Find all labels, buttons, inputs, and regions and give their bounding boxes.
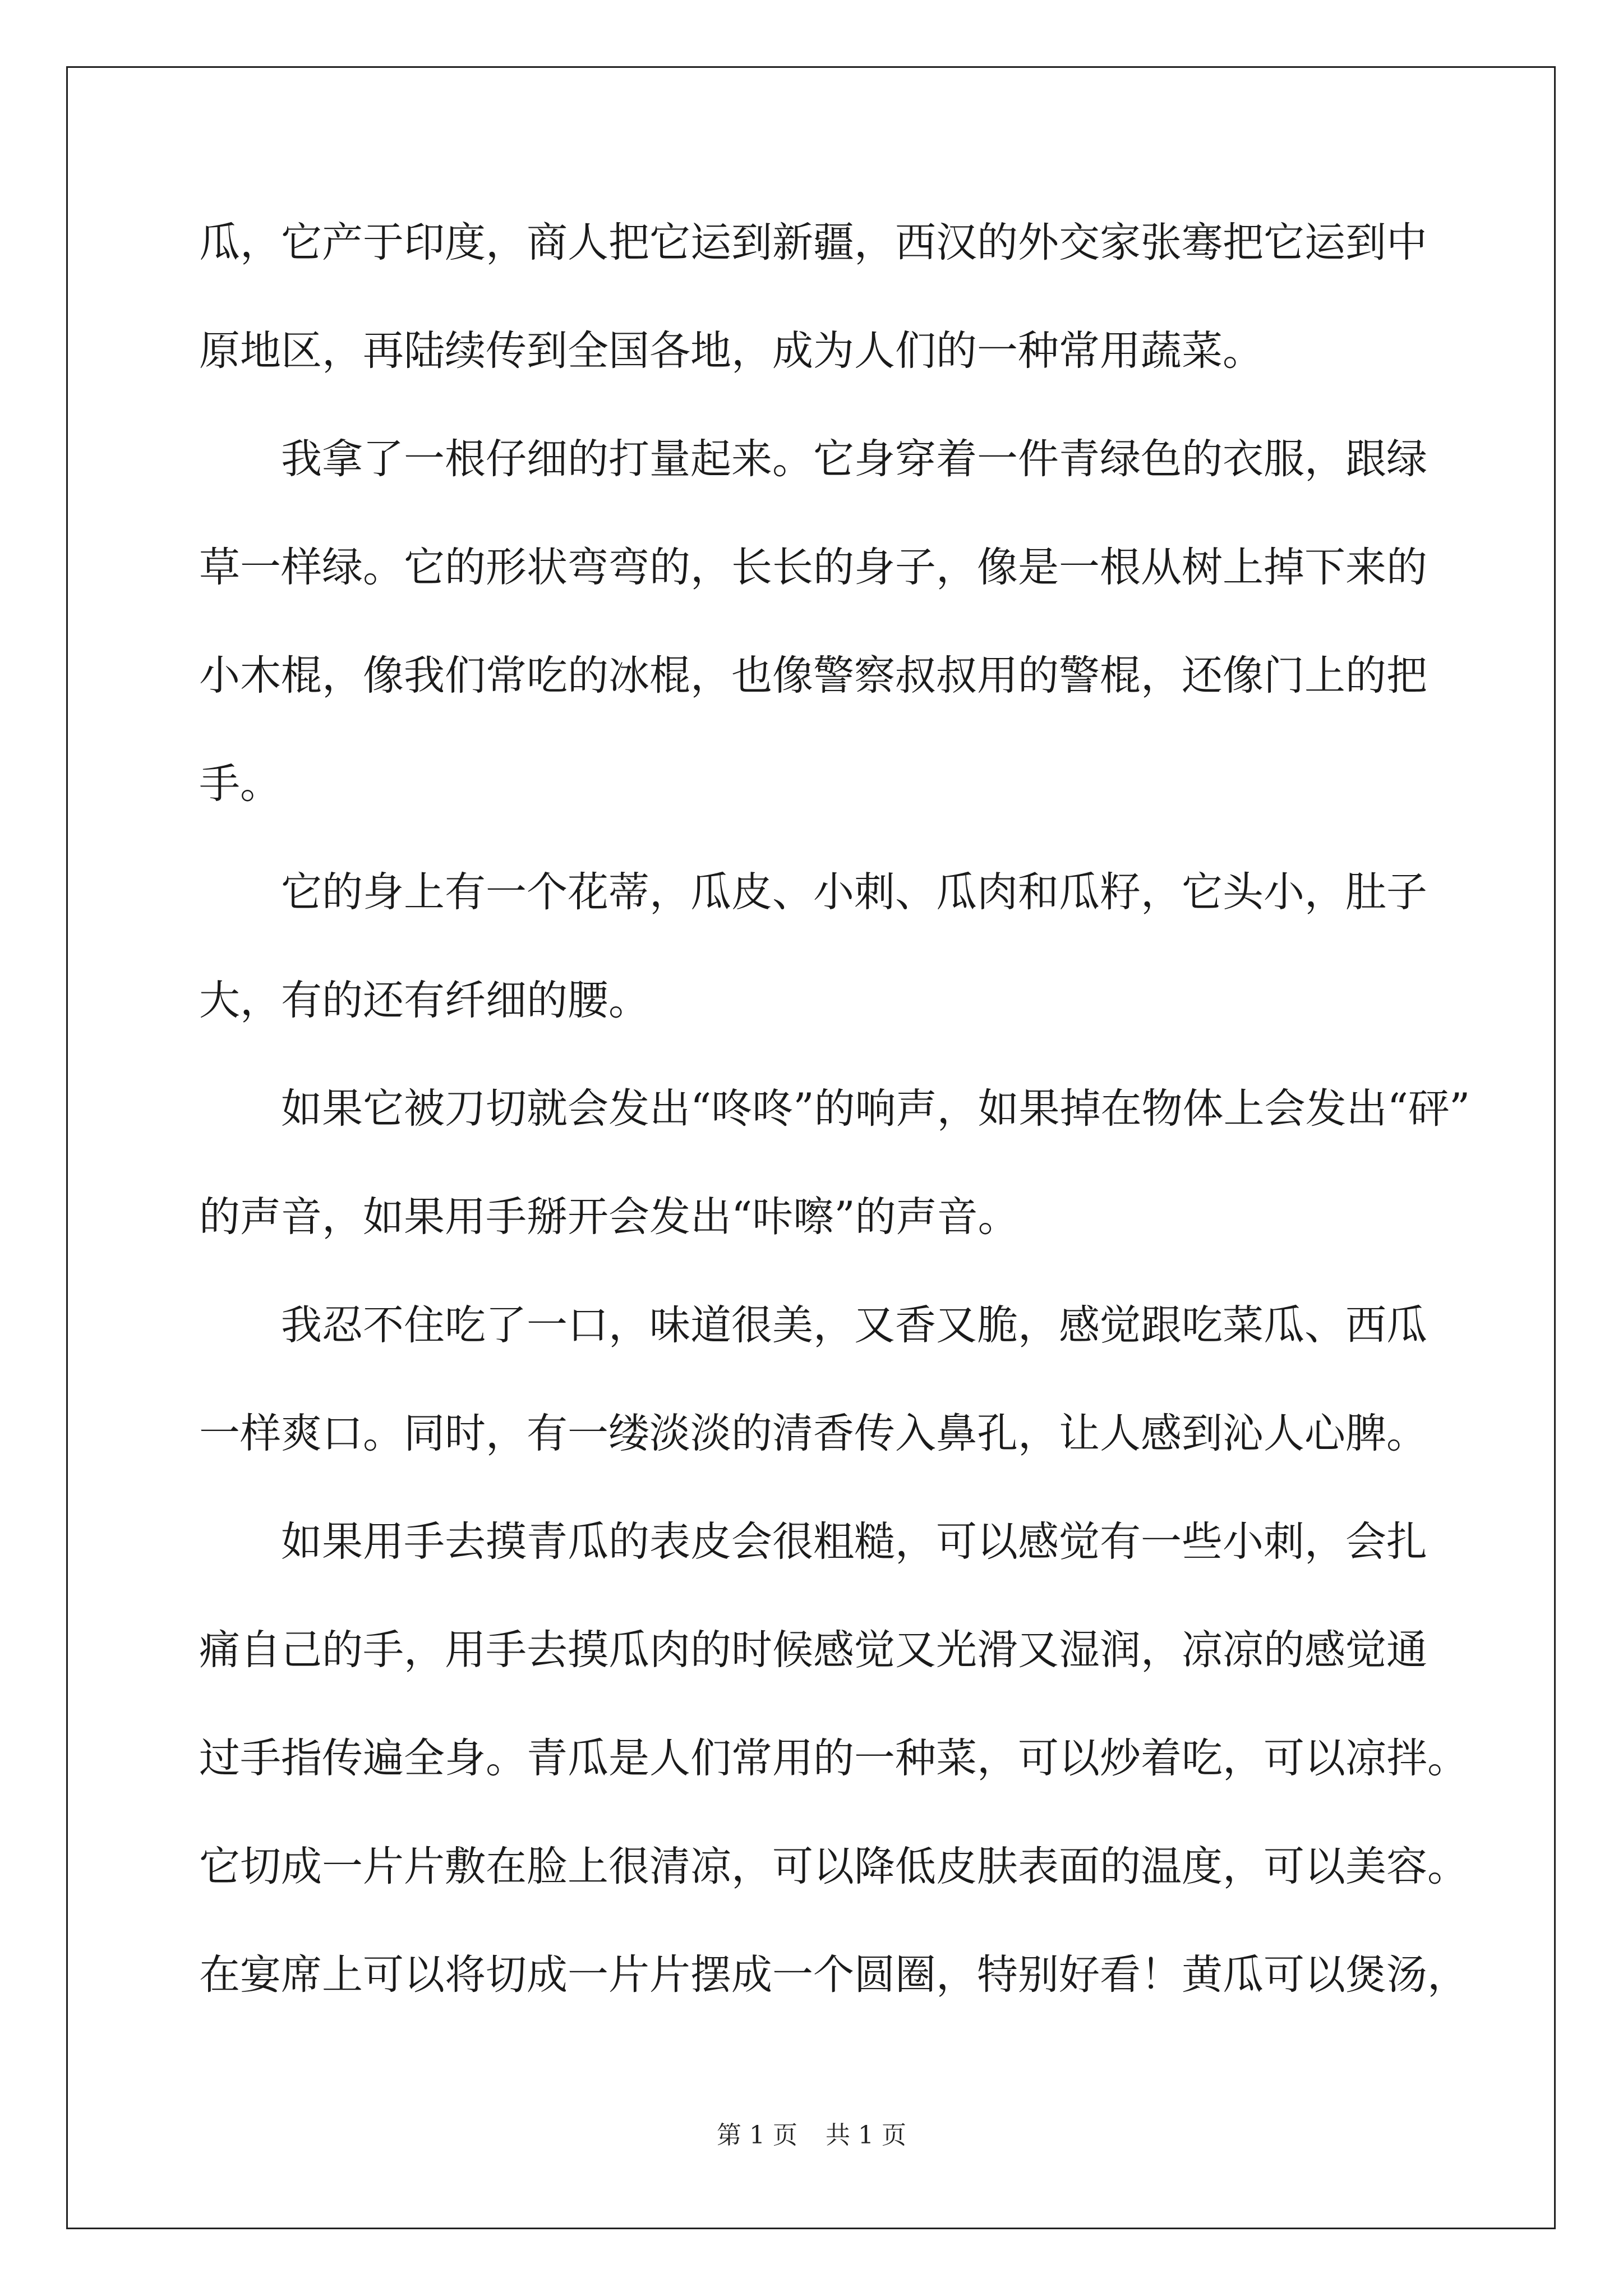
text-line: 过手指传遍全身。青瓜是人们常用的一种菜，可以炒着吃，可以凉拌。 <box>199 1734 1468 1782</box>
text-line: 如果用手去摸青瓜的表皮会很粗糙，可以感觉有一些小刺，会扎 <box>199 1518 1427 1566</box>
text-line: 在宴席上可以将切成一片片摆成一个圆圈，特别好看！黄瓜可以煲汤， <box>199 1951 1468 1999</box>
text-line: 草一样绿。它的形状弯弯的，长长的身子，像是一根从树上掉下来的 <box>199 544 1427 591</box>
text-line: 它的身上有一个花蒂，瓜皮、小刺、瓜肉和瓜籽，它头小，肚子 <box>199 868 1427 916</box>
document-body <box>199 215 1470 2055</box>
page-total: 共 1 页 <box>826 2121 906 2150</box>
text-line: 我忍不住吃了一口，味道很美，又香又脆，感觉跟吃菜瓜、西瓜 <box>199 1301 1427 1349</box>
text-line: 原地区，再陆续传到全国各地，成为人们的一种常用蔬菜。 <box>199 327 1264 375</box>
text-line: 瓜，它产于印度，商人把它运到新疆，西汉的外交家张骞把它运到中 <box>199 219 1427 266</box>
text-line: 痛自己的手，用手去摸瓜肉的时候感觉又光滑又湿润，凉凉的感觉通 <box>199 1626 1427 1674</box>
page-number: 第 1 页 <box>717 2121 797 2150</box>
page-footer <box>0 2115 1623 2151</box>
text-line: 大，有的还有纤细的腰。 <box>199 977 649 1024</box>
text-line: 我拿了一根仔细的打量起来。它身穿着一件青绿色的衣服，跟绿 <box>199 435 1427 483</box>
text-line: 手。 <box>199 760 281 808</box>
text-line: 一样爽口。同时，有一缕淡淡的清香传入鼻孔，让人感到沁人心脾。 <box>199 1410 1427 1457</box>
text-line: 如果它被刀切就会发出“咚咚”的响声，如果掉在物体上会发出“砰” <box>199 1085 1470 1133</box>
text-line: 的声音，如果用手掰开会发出“咔嚓”的声音。 <box>199 1193 1019 1241</box>
text-line: 它切成一片片敷在脸上很清凉，可以降低皮肤表面的温度，可以美容。 <box>199 1843 1468 1890</box>
text-line: 小木棍，像我们常吃的冰棍，也像警察叔叔用的警棍，还像门上的把 <box>199 652 1427 700</box>
